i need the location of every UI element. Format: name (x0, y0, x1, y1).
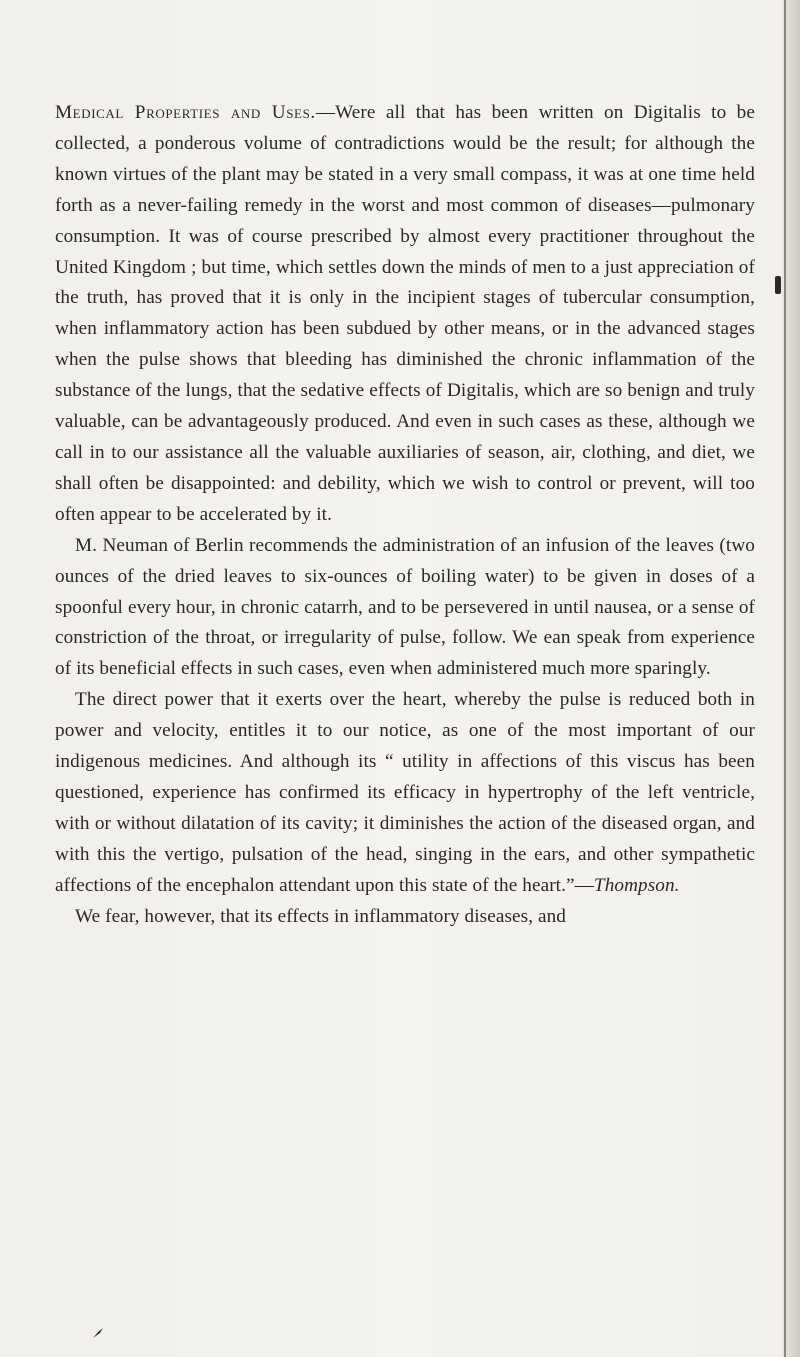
paragraph-1-text: —Were all that has been written on Digitalis to be collected, a ponderous volume of contradictions would be the result; for although the known virtues of the plant may be stated in a very small compass, it was at one time held forth as a never-failing remedy in the worst and most common of diseases—pulmonary consumption. It was of course prescribed by almost every practitioner throughout the United Kingdom ; but time, which settles down the minds of men to a just appreciation of the truth, has proved that it is only in the incipient stages of tubercular consumption, when inflammatory action has been subdued by other means, or in the advanced stages when the pulse shows that bleeding has diminished the chronic inflammation of the substance of the lungs, that the sedative effects of Digitalis, which are so benign and truly valuable, can be advantageously produced. And even in such cases as these, although we call in to our assistance all the valuable auxiliaries of season, air, clothing, and diet, we shall often be disappointed: and debility, which we wish to control or prevent, will too often appear to be accelerated by it. (55, 102, 755, 525)
citation: Thompson. (593, 874, 680, 896)
paragraph-2: M. Neuman of Berlin recommends the administration of an infusion of the leaves (two ounces of the dried leaves to six-ounces of boiling water) to be given in doses of a spoonful every hour, in chronic catarrh, and to be persevered in until nausea, or a sense of constriction of the throat, or irregularity of pulse, follow. We ean speak from experience of its beneficial effects in such cases, even when administered much more sparingly. (55, 534, 755, 680)
citation-dash: — (574, 874, 594, 896)
paragraph-3 (55, 685, 755, 901)
body-text (55, 98, 755, 932)
binding-line (784, 0, 786, 1357)
paragraph-4: We fear, however, that its effects in inflammatory diseases, and (75, 905, 567, 927)
section-heading: Medical Properties and Uses. (55, 102, 316, 123)
paragraph-1 (55, 98, 755, 531)
ink-speck-icon (92, 1327, 104, 1339)
paragraph-3-text: The direct power that it exerts over the heart, whereby the pulse is reduced both in power and velocity, entitles it to our notice, as one of the most important of our indigenous medicines. And although its “ utility in affections of this viscus has been questioned, experience has confirmed its efficacy in hypertrophy of the left ventricle, with or without dilatation of its cavity; it diminishes the action of the diseased organ, and with this the vertigo, pulsation of the head, singing in the ears, and other sympathetic affections of the encephalon attendant upon this state of the heart.” (55, 689, 755, 896)
page-tab-mark (775, 276, 781, 294)
